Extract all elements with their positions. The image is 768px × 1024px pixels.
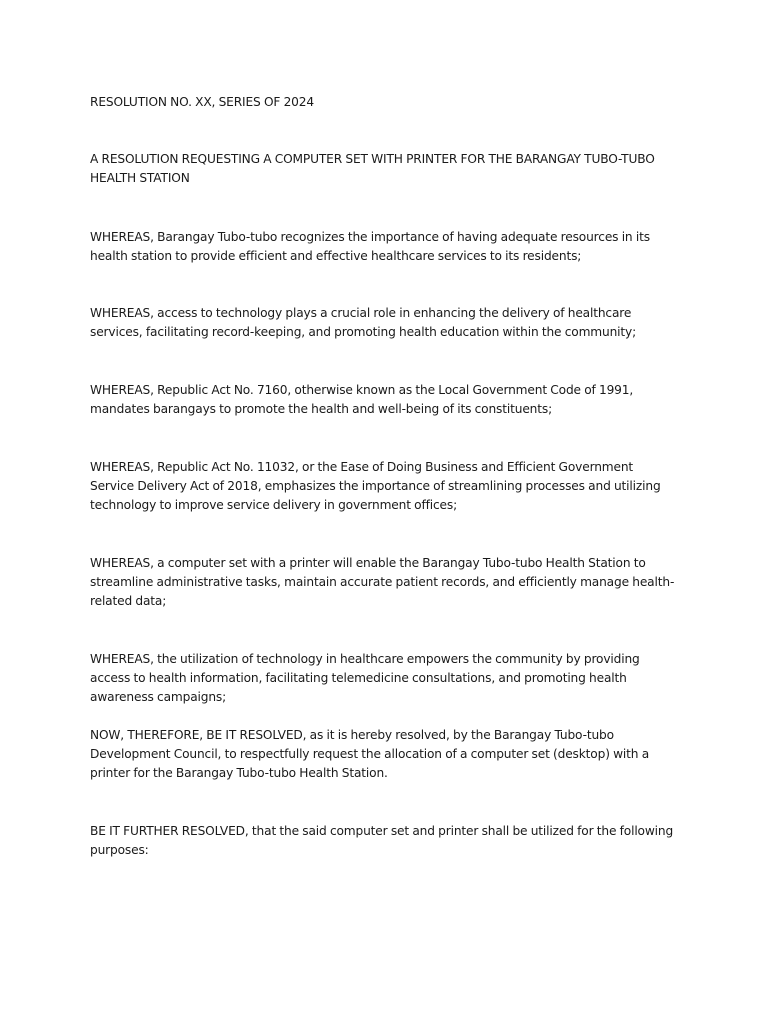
resolved-clause: NOW, THEREFORE, BE IT RESOLVED, as it is hereby resolved, by the Barangay Tubo-tubo Development Council, to respectfully request the allocation of a computer set (desktop) with a printer for the Barangay Tubo-tubo Health Station. bbox=[90, 728, 650, 780]
whereas-clause-2: WHEREAS, access to technology plays a crucial role in enhancing the delivery of healthcare services, facilitating record-keeping, and promoting health education within the community; bbox=[90, 306, 637, 339]
whereas-clause-4: WHEREAS, Republic Act No. 11032, or the Ease of Doing Business and Efficient Government Service Delivery Act of 2018, emphasizes the importance of streamlining processes and utilizing technology to improve service delivery in government offices; bbox=[90, 460, 661, 512]
whereas-clause-5: WHEREAS, a computer set with a printer will enable the Barangay Tubo-tubo Health Station to streamline administrative tasks, maintain accurate patient records, and efficiently manage health-related data; bbox=[90, 556, 675, 608]
whereas-clause-1: WHEREAS, Barangay Tubo-tubo recognizes the importance of having adequate resources in its health station to provide efficient and effective healthcare services to its residents; bbox=[90, 230, 650, 263]
resolution-number: RESOLUTION NO. XX, SERIES OF 2024 bbox=[90, 95, 314, 109]
whereas-clause-6: WHEREAS, the utilization of technology in healthcare empowers the community by providing access to health information, facilitating telemedicine consultations, and promoting health awareness campaigns; bbox=[90, 652, 640, 704]
whereas-clause-3: WHEREAS, Republic Act No. 7160, otherwise known as the Local Government Code of 1991, mandates barangays to promote the health and well-being of its constituents; bbox=[90, 383, 634, 416]
resolution-title: A RESOLUTION REQUESTING A COMPUTER SET WITH PRINTER FOR THE BARANGAY TUBO-TUBO HEALTH STATION bbox=[90, 152, 655, 185]
further-resolved-clause: BE IT FURTHER RESOLVED, that the said computer set and printer shall be utilized for the following purposes: bbox=[90, 824, 674, 857]
